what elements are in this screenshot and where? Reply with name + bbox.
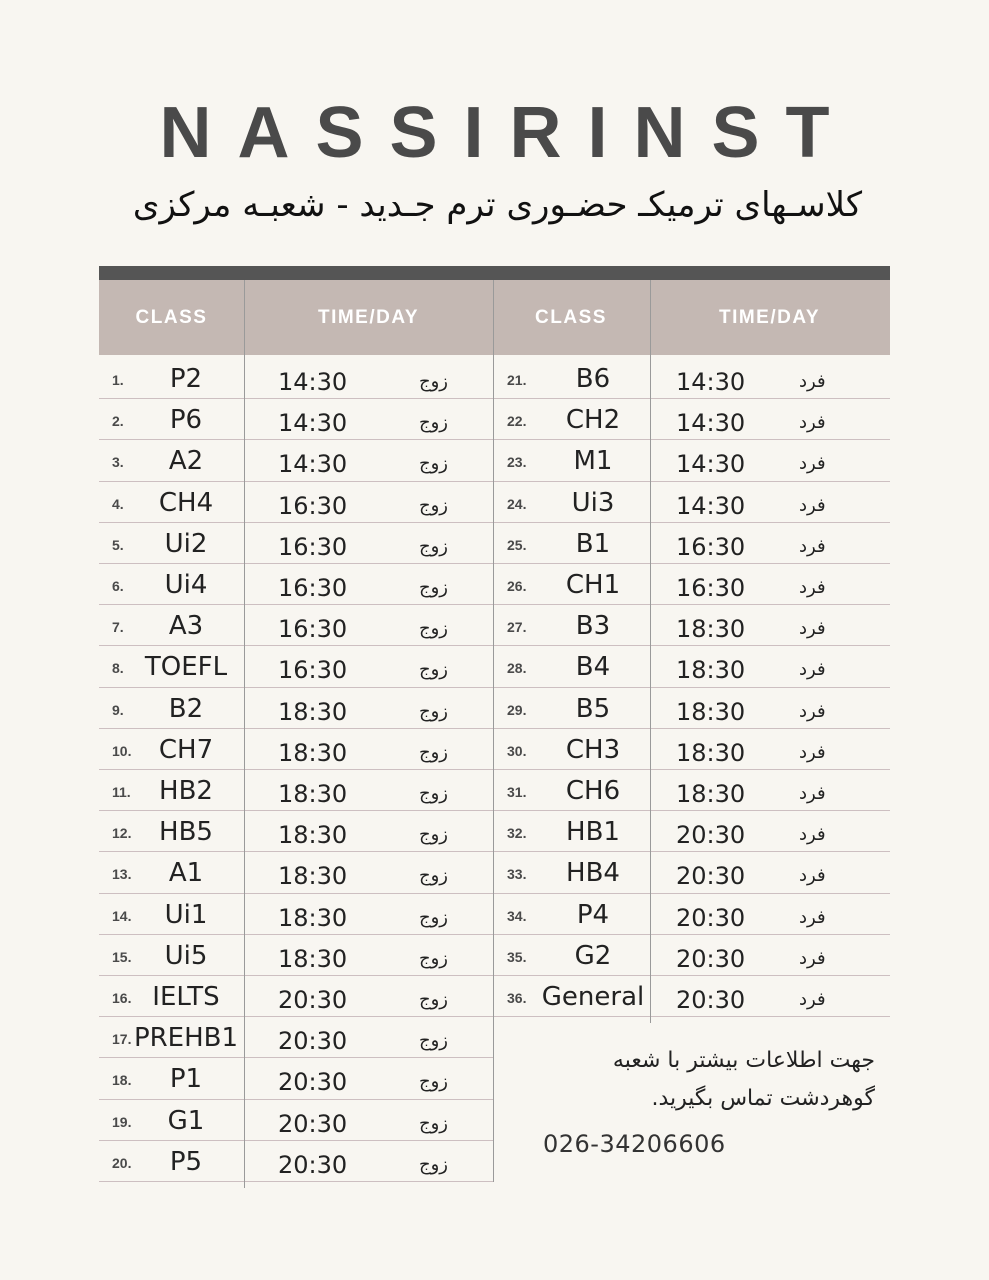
class-name: P5 — [169, 1146, 203, 1177]
class-time: 16:30 — [278, 615, 348, 644]
class-days: زوج — [419, 1112, 449, 1134]
class-name: P2 — [169, 364, 203, 394]
table-row — [494, 399, 890, 440]
table-row — [99, 1100, 494, 1141]
page-subtitle: کلاسـهای ترمیکـ حضـوری ترم جـدید - شعبـه مرکزی — [132, 185, 863, 225]
table-row — [99, 852, 494, 893]
row-number: 31. — [507, 784, 527, 800]
row-number: 19. — [112, 1113, 132, 1130]
class-days: زوج — [419, 412, 449, 434]
class-name: Ui4 — [164, 570, 208, 600]
table-row — [99, 564, 494, 605]
table-row — [99, 440, 494, 481]
row-number: 13. — [112, 866, 132, 883]
class-name: P1 — [169, 1064, 203, 1095]
class-name: A1 — [168, 858, 204, 889]
class-time: 20:30 — [676, 862, 746, 891]
class-days: زوج — [419, 989, 449, 1010]
class-name: HB4 — [566, 858, 620, 889]
class-days: فرد — [799, 906, 826, 928]
header-timeday-right: TIME/DAY — [718, 307, 821, 328]
class-name: HB1 — [566, 817, 620, 848]
class-name: CH2 — [565, 405, 621, 436]
row-number: 34. — [507, 907, 527, 924]
class-days: فرد — [799, 947, 826, 969]
class-days: زوج — [419, 865, 449, 887]
class-days: فرد — [799, 535, 826, 557]
class-name: A2 — [168, 446, 204, 477]
class-days: زوج — [419, 535, 449, 557]
row-number: 20. — [112, 1154, 132, 1171]
row-number: 2. — [112, 413, 124, 430]
class-time: 18:30 — [278, 944, 348, 973]
table-row — [494, 358, 890, 399]
class-name: P6 — [169, 405, 203, 436]
table-row — [494, 935, 890, 976]
class-name: Ui2 — [164, 528, 208, 559]
class-time: 14:30 — [676, 491, 746, 520]
class-days: فرد — [799, 412, 826, 434]
contact-phone: 026-34206606 — [543, 1130, 726, 1158]
class-time: 18:30 — [278, 862, 348, 891]
class-time: 20:30 — [278, 1068, 348, 1097]
class-time: 18:30 — [676, 738, 746, 767]
class-days: فرد — [799, 989, 826, 1010]
row-number: 23. — [507, 454, 527, 471]
class-days: زوج — [419, 700, 449, 722]
class-name: TOEFL — [144, 652, 228, 683]
class-days: فرد — [799, 618, 826, 640]
column-divider — [244, 280, 245, 1188]
row-number: 27. — [507, 619, 527, 636]
class-name: HB5 — [159, 817, 213, 848]
class-days: فرد — [799, 700, 826, 722]
table-row — [494, 523, 890, 564]
class-time: 14:30 — [278, 450, 348, 479]
contact-info — [560, 1042, 875, 1118]
class-days: زوج — [419, 618, 449, 640]
class-days: فرد — [799, 494, 826, 516]
class-time: 18:30 — [278, 697, 348, 726]
table-row — [99, 770, 494, 811]
row-number: 5. — [112, 536, 124, 553]
class-time: 20:30 — [676, 986, 746, 1014]
class-name: CH6 — [565, 776, 621, 806]
class-name: Ui5 — [164, 940, 208, 971]
row-number: 17. — [112, 1031, 132, 1048]
row-number: 4. — [112, 495, 124, 512]
row-number: 25. — [507, 536, 527, 553]
contact-line-1: جهت اطلاعات بیشتر با شعبه — [612, 1048, 875, 1073]
row-number: 35. — [507, 948, 527, 965]
row-number: 11. — [112, 784, 131, 800]
class-time: 18:30 — [278, 821, 348, 850]
class-days: فرد — [799, 659, 826, 681]
row-number: 16. — [112, 990, 132, 1006]
class-time: 20:30 — [278, 1109, 348, 1138]
class-time: 20:30 — [278, 1150, 348, 1179]
class-name: CH4 — [158, 487, 214, 518]
table-row — [99, 976, 494, 1017]
table-row — [494, 852, 890, 893]
class-time: 16:30 — [278, 574, 348, 602]
class-time: 20:30 — [676, 821, 746, 850]
class-name: P4 — [576, 899, 610, 930]
row-number: 29. — [507, 701, 527, 718]
class-time: 16:30 — [278, 532, 348, 561]
row-number: 1. — [112, 372, 124, 388]
class-name: M1 — [573, 446, 613, 477]
column-divider — [493, 280, 494, 1182]
class-time: 16:30 — [676, 532, 746, 561]
table-row — [494, 729, 890, 770]
row-number: 18. — [112, 1072, 132, 1089]
class-name: HB2 — [159, 776, 213, 806]
row-number: 30. — [507, 742, 527, 759]
header-class-right: CLASS — [535, 307, 607, 328]
row-number: 26. — [507, 578, 527, 594]
class-time: 20:30 — [676, 903, 746, 932]
class-days: زوج — [419, 1030, 449, 1052]
class-time: 20:30 — [676, 944, 746, 973]
table-row — [494, 688, 890, 729]
class-name: B4 — [575, 652, 611, 683]
table-row — [99, 1058, 494, 1099]
class-days: فرد — [799, 741, 826, 763]
table-row — [99, 358, 494, 399]
class-name: Ui1 — [164, 899, 208, 930]
table-row — [494, 482, 890, 523]
header-class-left: CLASS — [135, 307, 208, 328]
table-row — [494, 770, 890, 811]
class-name: B1 — [575, 528, 611, 559]
class-name: B5 — [575, 693, 611, 724]
class-name: CH3 — [565, 734, 621, 765]
row-number: 28. — [507, 660, 527, 677]
class-time: 14:30 — [278, 368, 348, 396]
class-time: 18:30 — [676, 780, 746, 808]
row-number: 9. — [112, 701, 124, 718]
table-row — [99, 935, 494, 976]
table-row — [494, 605, 890, 646]
header-timeday-left: TIME/DAY — [317, 307, 420, 328]
class-days: زوج — [419, 1071, 449, 1093]
class-name: B6 — [575, 364, 611, 394]
class-name: CH7 — [158, 734, 214, 765]
row-number: 33. — [507, 866, 527, 883]
class-time: 14:30 — [676, 368, 746, 396]
table-top-bar — [99, 266, 890, 280]
table-row — [99, 482, 494, 523]
class-days: زوج — [419, 371, 449, 392]
class-name: PREHB1 — [133, 1023, 239, 1054]
class-time: 18:30 — [676, 656, 746, 685]
table-header — [99, 280, 890, 355]
class-name: Ui3 — [571, 487, 615, 518]
brand-title: NASSIRINST — [159, 93, 856, 173]
class-days: زوج — [419, 577, 449, 598]
row-number: 32. — [507, 825, 527, 842]
contact-line-2: گوهردشت تماس بگیرید. — [651, 1086, 875, 1111]
class-time: 20:30 — [278, 1027, 348, 1056]
row-number: 6. — [112, 578, 124, 594]
class-days: زوج — [419, 906, 449, 928]
class-days: زوج — [419, 453, 449, 475]
table-row — [99, 1017, 494, 1058]
class-days: زوج — [419, 824, 449, 846]
class-days: فرد — [799, 783, 826, 804]
table-row — [99, 605, 494, 646]
row-number: 7. — [112, 619, 124, 636]
table-row — [494, 894, 890, 935]
column-divider — [650, 280, 651, 1023]
row-number: 24. — [507, 495, 527, 512]
class-name: IELTS — [152, 982, 220, 1012]
row-number: 22. — [507, 413, 527, 430]
class-days: زوج — [419, 783, 449, 804]
class-name: G2 — [574, 940, 612, 971]
class-days: فرد — [799, 371, 826, 392]
table-row — [494, 646, 890, 687]
row-number: 21. — [507, 372, 527, 388]
class-days: زوج — [419, 1153, 449, 1175]
table-row — [99, 811, 494, 852]
row-number: 10. — [112, 742, 132, 759]
table-row — [99, 646, 494, 687]
class-days: فرد — [799, 865, 826, 887]
class-days: زوج — [419, 947, 449, 969]
class-name: B3 — [575, 611, 611, 642]
table-row — [99, 399, 494, 440]
table-row — [494, 440, 890, 481]
class-time: 16:30 — [676, 574, 746, 602]
class-days: زوج — [419, 494, 449, 516]
table-row — [99, 1141, 494, 1182]
class-time: 18:30 — [676, 697, 746, 726]
table-row — [494, 811, 890, 852]
class-name: General — [541, 982, 645, 1012]
class-time: 14:30 — [676, 450, 746, 479]
class-days: فرد — [799, 577, 826, 598]
row-number: 8. — [112, 660, 124, 677]
class-time: 16:30 — [278, 491, 348, 520]
class-days: زوج — [419, 659, 449, 681]
class-time: 20:30 — [278, 986, 348, 1014]
class-days: فرد — [799, 453, 826, 475]
row-number: 12. — [112, 825, 132, 842]
row-number: 14. — [112, 907, 132, 924]
class-time: 18:30 — [676, 615, 746, 644]
class-time: 18:30 — [278, 738, 348, 767]
class-name: B2 — [168, 693, 204, 724]
table-row — [99, 688, 494, 729]
class-name: CH1 — [565, 570, 621, 600]
class-time: 18:30 — [278, 780, 348, 808]
table-row — [99, 729, 494, 770]
table-row — [99, 523, 494, 564]
class-days: فرد — [799, 824, 826, 846]
row-number: 36. — [507, 990, 527, 1006]
class-days: زوج — [419, 741, 449, 763]
class-name: A3 — [168, 611, 204, 642]
row-divider — [494, 1016, 890, 1017]
class-name: G1 — [167, 1105, 205, 1136]
table-row — [494, 564, 890, 605]
row-number: 3. — [112, 454, 124, 471]
class-time: 16:30 — [278, 656, 348, 685]
row-number: 15. — [112, 948, 132, 965]
row-divider — [99, 1181, 494, 1182]
table-row — [99, 894, 494, 935]
table-row — [494, 976, 890, 1017]
class-time: 18:30 — [278, 903, 348, 932]
class-time: 14:30 — [278, 409, 348, 438]
class-time: 14:30 — [676, 409, 746, 438]
